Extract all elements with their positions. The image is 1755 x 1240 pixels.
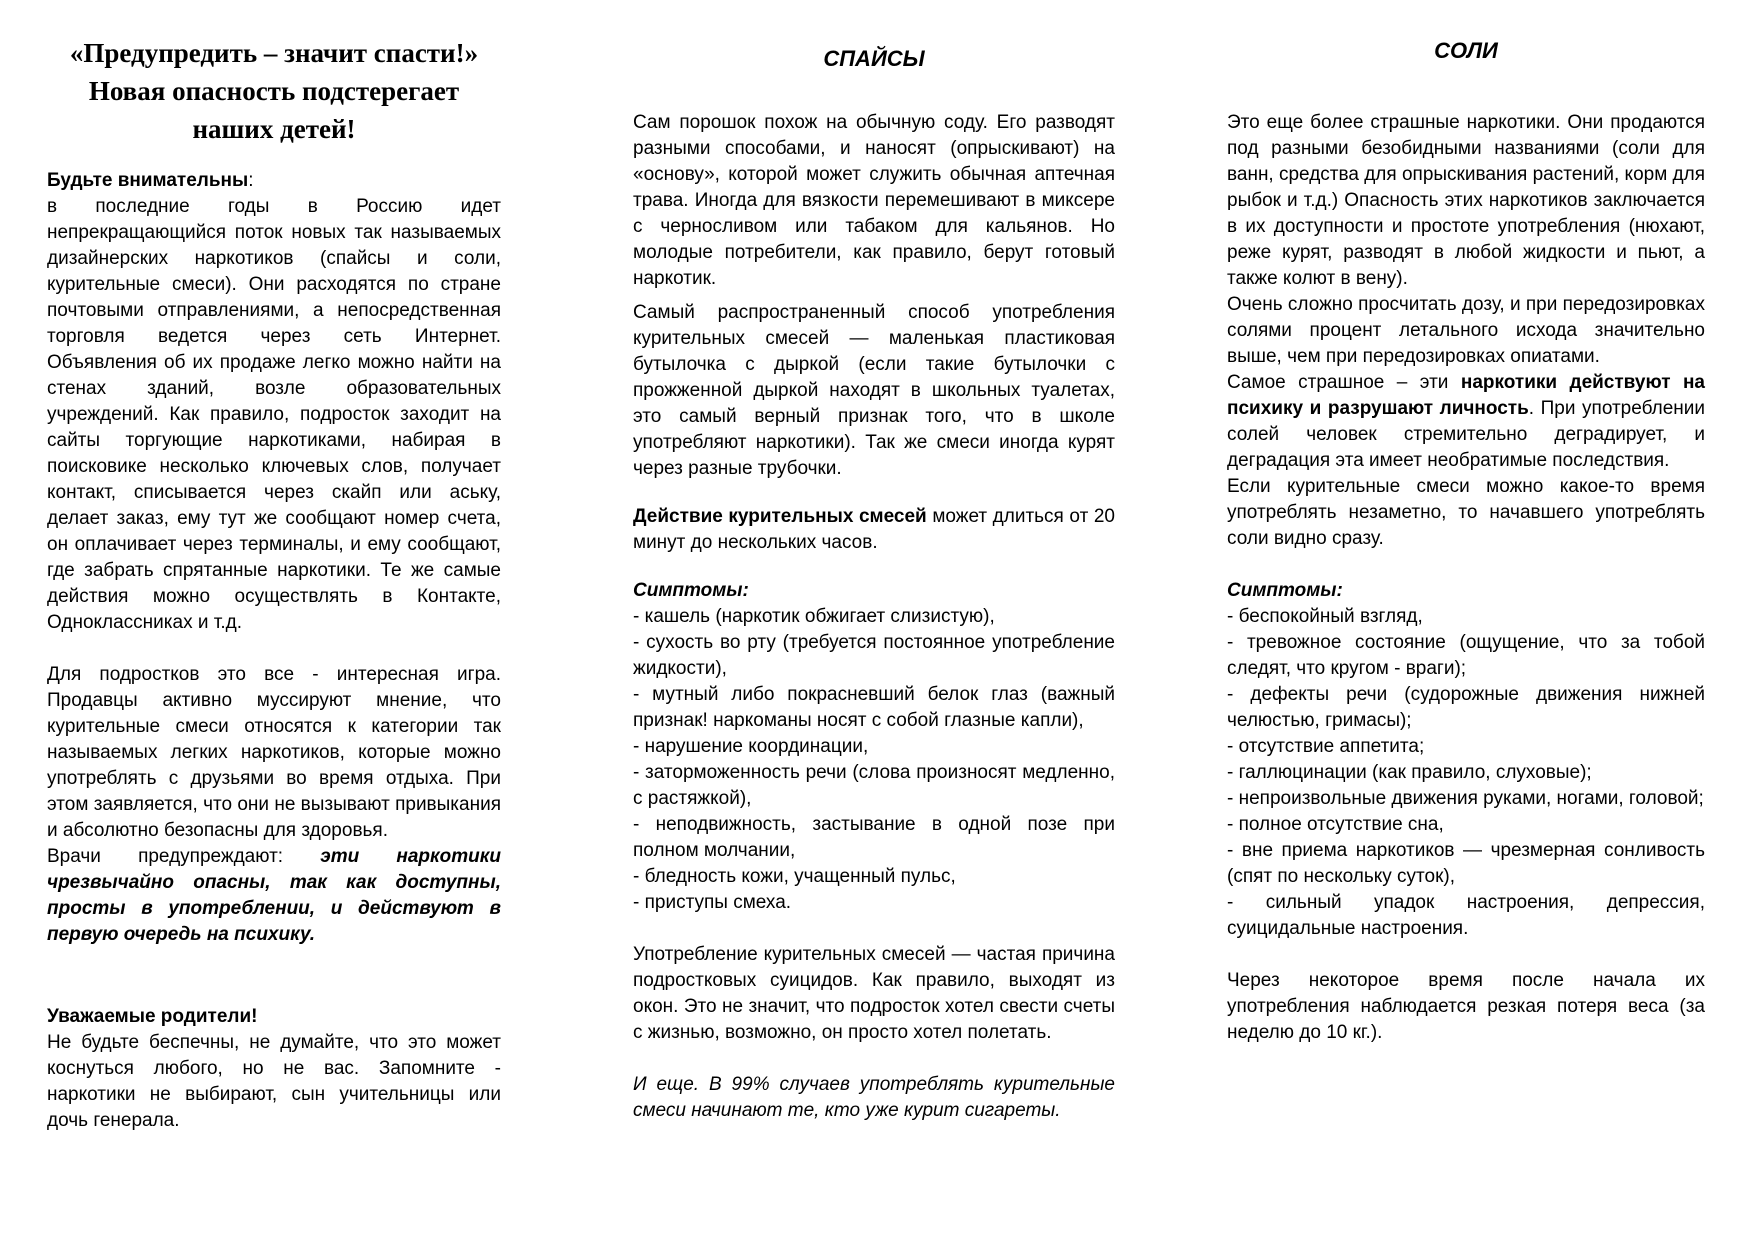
paragraph-overdose: Очень сложно просчитать дозу, и при передозировках солями процент летального исхода значительно выше, чем при передозировках опиатами. <box>1227 294 1705 367</box>
spacer <box>633 556 1115 578</box>
paragraph-visible-signs: Если курительные смеси можно какое-то время употреблять незаметно, то начавшего употреблять соли видно сразу. <box>1227 476 1705 549</box>
spacer <box>633 1046 1115 1072</box>
be-attentive-heading-bold: Будьте внимательны <box>47 170 249 191</box>
doctors-warning-prefix: Врачи предупреждают: <box>47 846 321 867</box>
paragraph-parents: Не будьте беспечны, не думайте, что это может коснуться любого, но не вас. Запомните - наркотики не выбирают, сын учительницы или дочь генерала. <box>47 1032 501 1131</box>
spacer <box>47 148 501 168</box>
be-attentive-heading-colon: : <box>248 170 254 191</box>
spacer <box>633 916 1115 942</box>
symptom-item: - кашель (наркотик обжигает слизистую), <box>633 606 995 627</box>
symptom-item: - неподвижность, застывание в одной позе при полном молчании, <box>633 814 1115 861</box>
paragraph-cigarettes-note: И еще. В 99% случаев употреблять курительные смеси начинают те, кто уже курит сигареты. <box>633 1074 1115 1121</box>
action-duration-rest: может длиться от 20 минут до нескольких часов. <box>633 506 1115 553</box>
symptom-item: - сильный упадок настроения, депрессия, суицидальные настроения. <box>1227 892 1705 939</box>
column-title-spices: СПАЙСЫ <box>823 46 925 71</box>
panel-salts <box>1170 0 1755 1240</box>
symptom-item: - дефекты речи (судорожные движения нижней челюстью, гримасы); <box>1227 684 1705 731</box>
symptom-item: - нарушение координации, <box>633 736 869 757</box>
paragraph-psyche <box>1227 370 1705 474</box>
spacer <box>1227 942 1705 968</box>
paragraph-doctors-warning <box>47 844 501 948</box>
paragraph-designer-drugs: в последние годы в Россию идет непрекращающийся поток новых так называемых дизайнерских наркотиков (спайсы и соли, курительные смеси). Они расходятся по стране почтовыми отправлениями, а непосредственная торговля ведется через сеть Интернет. Объявления об их продаже легко можно найти на стенах зданий, возле образовательных учреждений. Как правило, подросток заходит на сайты торгующие наркотиками, набирая в поисковике несколько ключевых слов, получает контакт, списывается через скайп или аську, делает заказ, ему тут же сообщают номер счета, он оплачивает через терминалы, и ему сообщают, где забрать спрятанные наркотики. Те же самые действия можно осуществлять в Контакте, Одноклассниках и т.д. <box>47 196 501 633</box>
panel-spices <box>585 0 1170 1240</box>
paragraph-powder: Сам порошок похож на обычную соду. Его разводят разными способами, и наносят (опрыскивают) на «основу», которой может служить обычная аптечная трава. Иногда для вязкости перемешивают в миксере с черносливом или табаком для кальянов. Но молодые потребители, как правило, берут готовый наркотик. <box>633 112 1115 289</box>
symptom-item: - приступы смеха. <box>633 892 792 913</box>
symptom-item: - мутный либо покрасневший белок глаз (важный признак! наркоманы носят с собой глазные капли), <box>633 684 1115 731</box>
symptom-item: - беспокойный взгляд, <box>1227 606 1423 627</box>
paragraph-weight-loss: Через некоторое время после начала их употребления наблюдается резкая потеря веса (за неделю до 10 кг.). <box>1227 970 1705 1043</box>
spacer <box>47 948 501 1004</box>
symptoms-heading-spices: Симптомы: <box>633 580 749 601</box>
spacer <box>47 636 501 662</box>
symptom-item: - непроизвольные движения руками, ногами, головой; <box>1227 788 1704 809</box>
paragraph-suicides: Употребление курительных смесей — частая причина подростковых суицидов. Как правило, выходят из окон. Это не значит, что подросток хотел свести счеты с жизнью, возможно, он просто хотел полетать. <box>633 944 1115 1043</box>
panel-intro <box>0 0 585 1240</box>
psyche-prefix: Самое страшное – эти <box>1227 372 1461 393</box>
be-attentive-heading <box>47 168 501 194</box>
column-title-salts: СОЛИ <box>1434 38 1498 63</box>
symptom-item: - вне приема наркотиков — чрезмерная сонливость (спят по нескольку суток), <box>1227 840 1705 887</box>
symptom-item: - полное отсутствие сна, <box>1227 814 1444 835</box>
paragraph-salts-intro: Это еще более страшные наркотики. Они продаются под разными безобидными названиями (соли для ванн, средства для опрыскивания растений, корм для рыбок и т.д.) Опасность этих наркотиков заключается в их доступности и простоте употребления (нюхают, реже курят, разводят в любой жидкости и пьют, а также колют в вену). <box>1227 112 1706 289</box>
parents-heading: Уважаемые родители! <box>47 1006 258 1027</box>
leaflet-title: «Предупредить – значит спасти!» Новая опасность подстерегает наших детей! <box>69 38 479 144</box>
spacer <box>1227 552 1705 578</box>
doctors-warning-emphasis: эти наркотики чрезвычайно опасны, так как доступны, просты в употреблении, и действуют в первую очередь на психику. <box>47 846 501 945</box>
spacer <box>633 292 1115 300</box>
psyche-bold: наркотики действуют на психику и разрушают личность <box>1227 372 1705 419</box>
symptom-item: - бледность кожи, учащенный пульс, <box>633 866 956 887</box>
symptom-item: - отсутствие аппетита; <box>1227 736 1425 757</box>
paragraph-action-duration <box>633 504 1115 556</box>
symptom-item: - тревожное состояние (ощущение, что за тобой следят, что кругом - враги); <box>1227 632 1705 679</box>
spacer <box>1227 66 1705 110</box>
paragraph-bottle: Самый распространенный способ употребления курительных смесей — маленькая пластиковая бутылочка с дыркой (если такие бутылочки с прожженной дыркой находят в школьных туалетах, это самый верный признак того, что в школе употребляют наркотики). Так же смеси иногда курят через разные трубочки. <box>633 302 1115 479</box>
symptom-item: - галлюцинации (как правило, слуховые); <box>1227 762 1592 783</box>
psyche-rest: . При употреблении солей человек стремительно деградирует, и деградация эта имеет необратимые последствия. <box>1227 398 1705 471</box>
symptoms-heading-salts: Симптомы: <box>1227 580 1343 601</box>
spacer <box>633 482 1115 504</box>
symptom-item: - заторможенность речи (слова произносят медленно, с растяжкой), <box>633 762 1115 809</box>
action-duration-bold: Действие курительных смесей <box>633 506 927 527</box>
paragraph-teen-game: Для подростков это все - интересная игра. Продавцы активно муссируют мнение, что курительные смеси относятся к категории так называемых легких наркотиков, которые можно употреблять с друзьями во время отдыха. При этом заявляется, что они не вызывают привыкания и абсолютно безопасны для здоровья. <box>47 664 501 841</box>
spacer <box>633 74 1115 110</box>
symptom-item: - сухость во рту (требуется постоянное употребление жидкости), <box>633 632 1115 679</box>
